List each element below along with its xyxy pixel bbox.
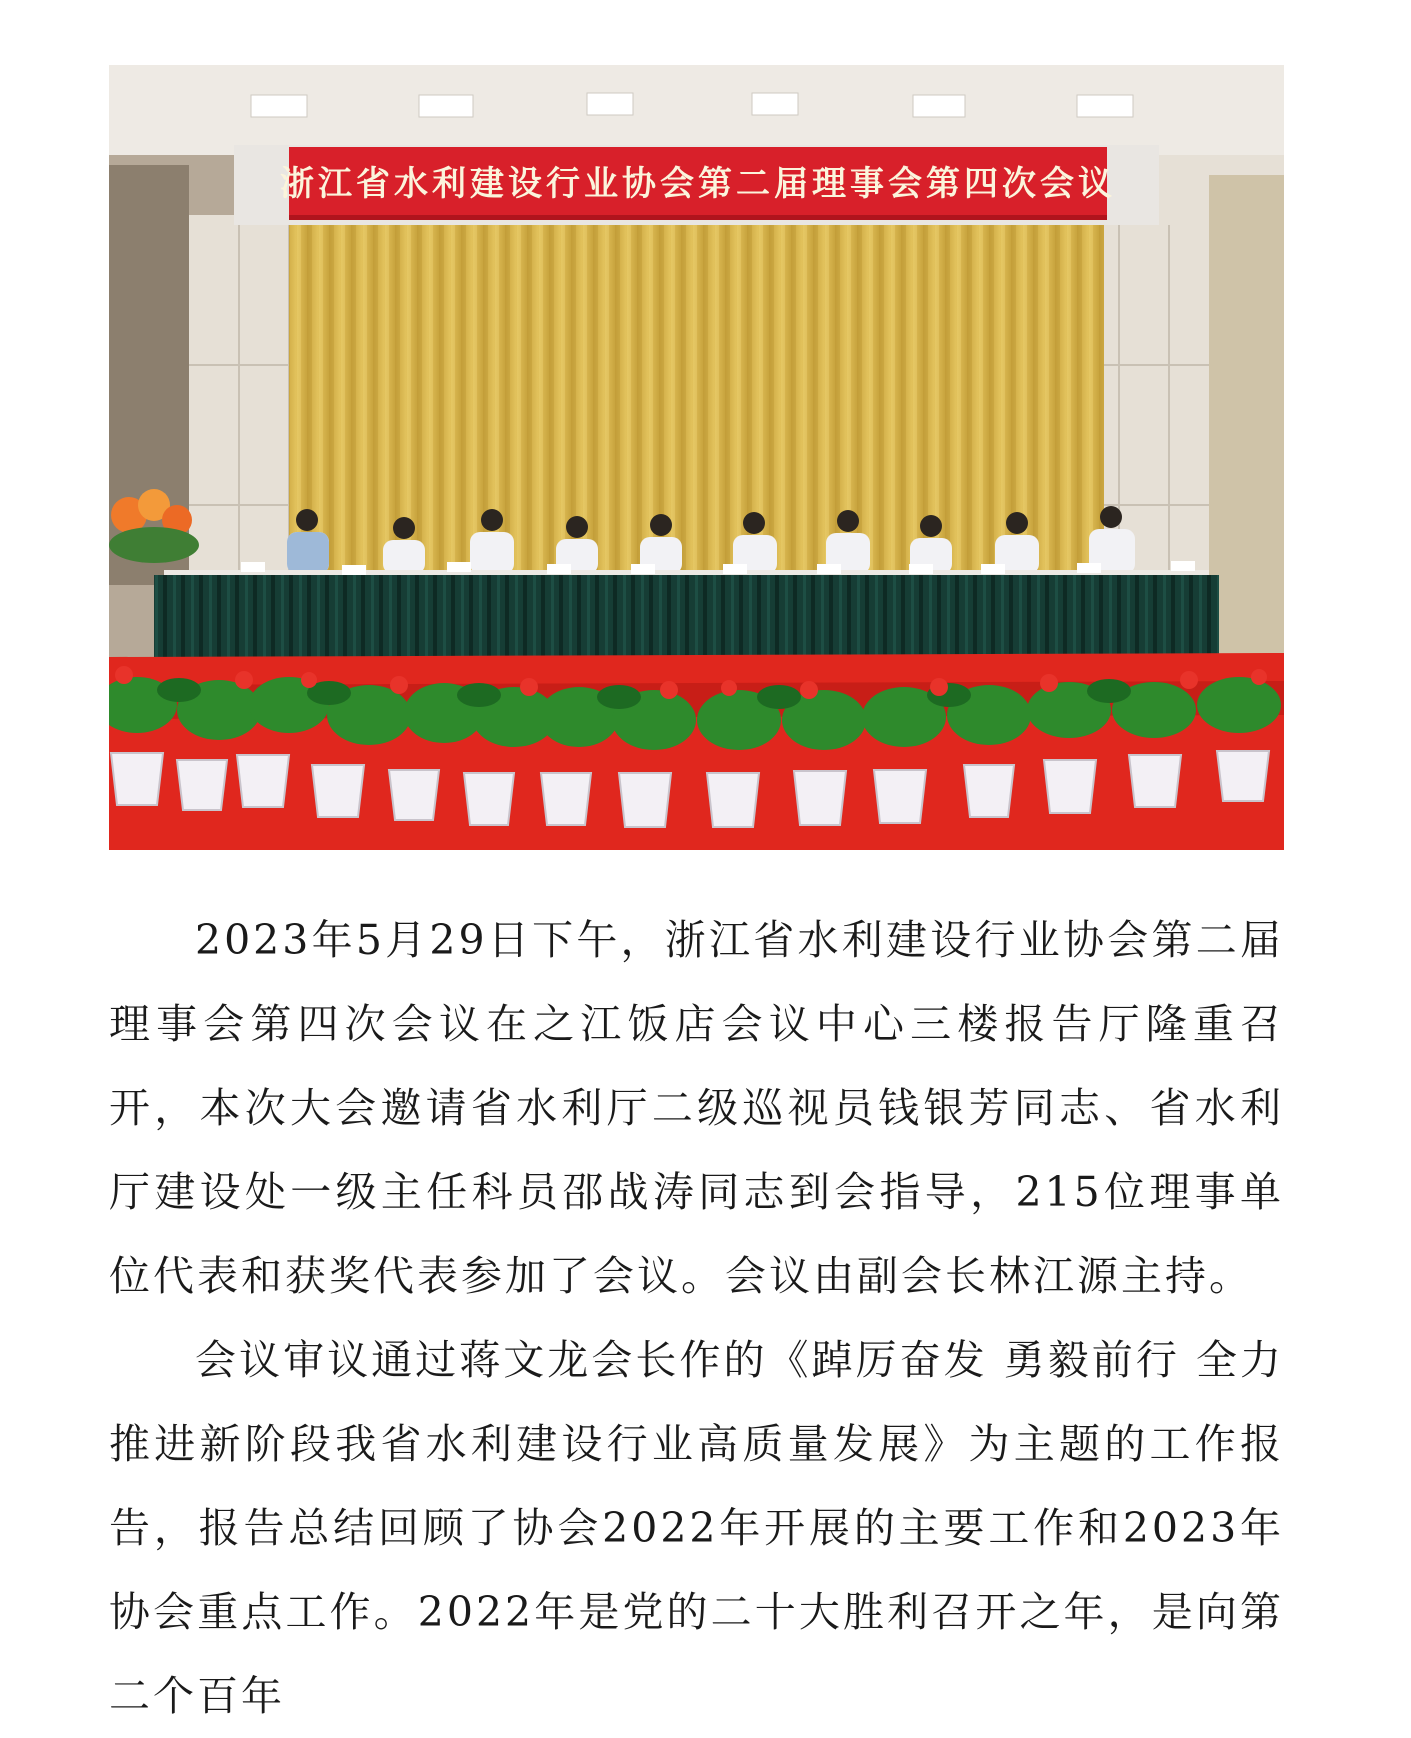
meeting-photo-illustration bbox=[109, 65, 1284, 850]
article-paragraph: 2023年5月29日下午，浙江省水利建设行业协会第二届理事会第四次会议在之江饭店会议中心三楼报告厅隆重召开，本次大会邀请省水利厅二级巡视员钱银芳同志、省水利厅建设处一级主任科员邵战涛同志到会指导，215位理事单位代表和获奖代表参加了会议。会议由副会长林江源主持。 bbox=[109, 916, 1284, 1300]
article-paragraph: 会议审议通过蒋文龙会长作的《踔厉奋发 勇毅前行 全力推进新阶段我省水利建设行业高质量发展》为主题的工作报告，报告总结回顾了协会2022年开展的主要工作和2023年协会重点工作。2022年是党的二十大胜利召开之年，是向第二个百年 bbox=[109, 1336, 1284, 1720]
meeting-photo bbox=[109, 65, 1284, 850]
article-body bbox=[109, 898, 1284, 1738]
banner-text: 浙江省水利建设行业协会第二届理事会第四次会议 bbox=[280, 164, 1116, 204]
